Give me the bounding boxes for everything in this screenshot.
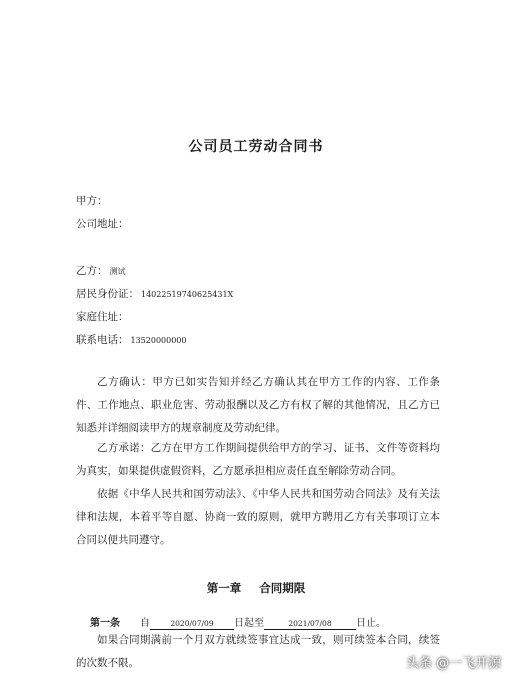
id-card-value: 14022519740625431X (141, 290, 234, 299)
company-address-line (76, 216, 129, 231)
confirmation-paragraph: 乙方确认：甲方已如实告知并经乙方确认其在甲方工作的内容、工作条件、工作地点、职业危害、劳动报酬以及乙方有权了解的其他情况，且乙方已知悉并详细阅读甲方的规章制度及劳动纪律。 (76, 376, 440, 434)
legal-basis-paragraph: 依据《中华人民共和国劳动法》、《中华人民共和国劳动合同法》及有关法律和法规，本着平等自愿、协商一致的原则，就甲方聘用乙方有关事项订立本合同以便共同遵守。 (76, 488, 440, 546)
chapter-number: 第一章 (206, 581, 242, 595)
id-card-label: 居民身份证： (76, 288, 139, 300)
id-card-line (76, 286, 233, 301)
party-b-name: 测试 (109, 267, 126, 276)
chapter-title: 合同期限 (259, 581, 306, 595)
end-suffix: 日止。 (356, 618, 386, 629)
from-label: 自 (140, 618, 150, 629)
company-address-label: 公司地址： (76, 218, 129, 230)
chapter-heading (0, 580, 512, 596)
party-b-line (76, 263, 126, 278)
commitment-paragraph: 乙方承诺：乙方在甲方工作期间提供给甲方的学习、证书、文件等资料均为真实，如果提供虚假资料，乙方愿承担相应责任直至解除劳动合同。 (76, 442, 440, 477)
party-a-line (76, 193, 108, 208)
home-address-line (76, 309, 129, 324)
watermark: 头条 @一飞开源 (406, 656, 502, 671)
renewal-paragraph: 如果合同期满前一个月双方就续签事宜达成一致，则可续签本合同，续签的次数不限。 (76, 634, 440, 669)
party-b-label: 乙方： (76, 265, 108, 277)
end-date: 2021/07/08 (264, 618, 356, 630)
start-date: 2020/07/09 (150, 618, 234, 630)
phone-label: 联系电话： (76, 334, 129, 346)
home-address-label: 家庭住址： (76, 311, 129, 323)
phone-line (76, 332, 187, 347)
article-1-title: 第一条 (90, 618, 120, 629)
phone-value: 13520000000 (130, 336, 187, 345)
from-suffix: 日起至 (234, 618, 264, 629)
document-title: 公司员工劳动合同书 (188, 139, 324, 155)
party-a-label: 甲方： (76, 195, 108, 207)
article-1-line (90, 614, 386, 630)
